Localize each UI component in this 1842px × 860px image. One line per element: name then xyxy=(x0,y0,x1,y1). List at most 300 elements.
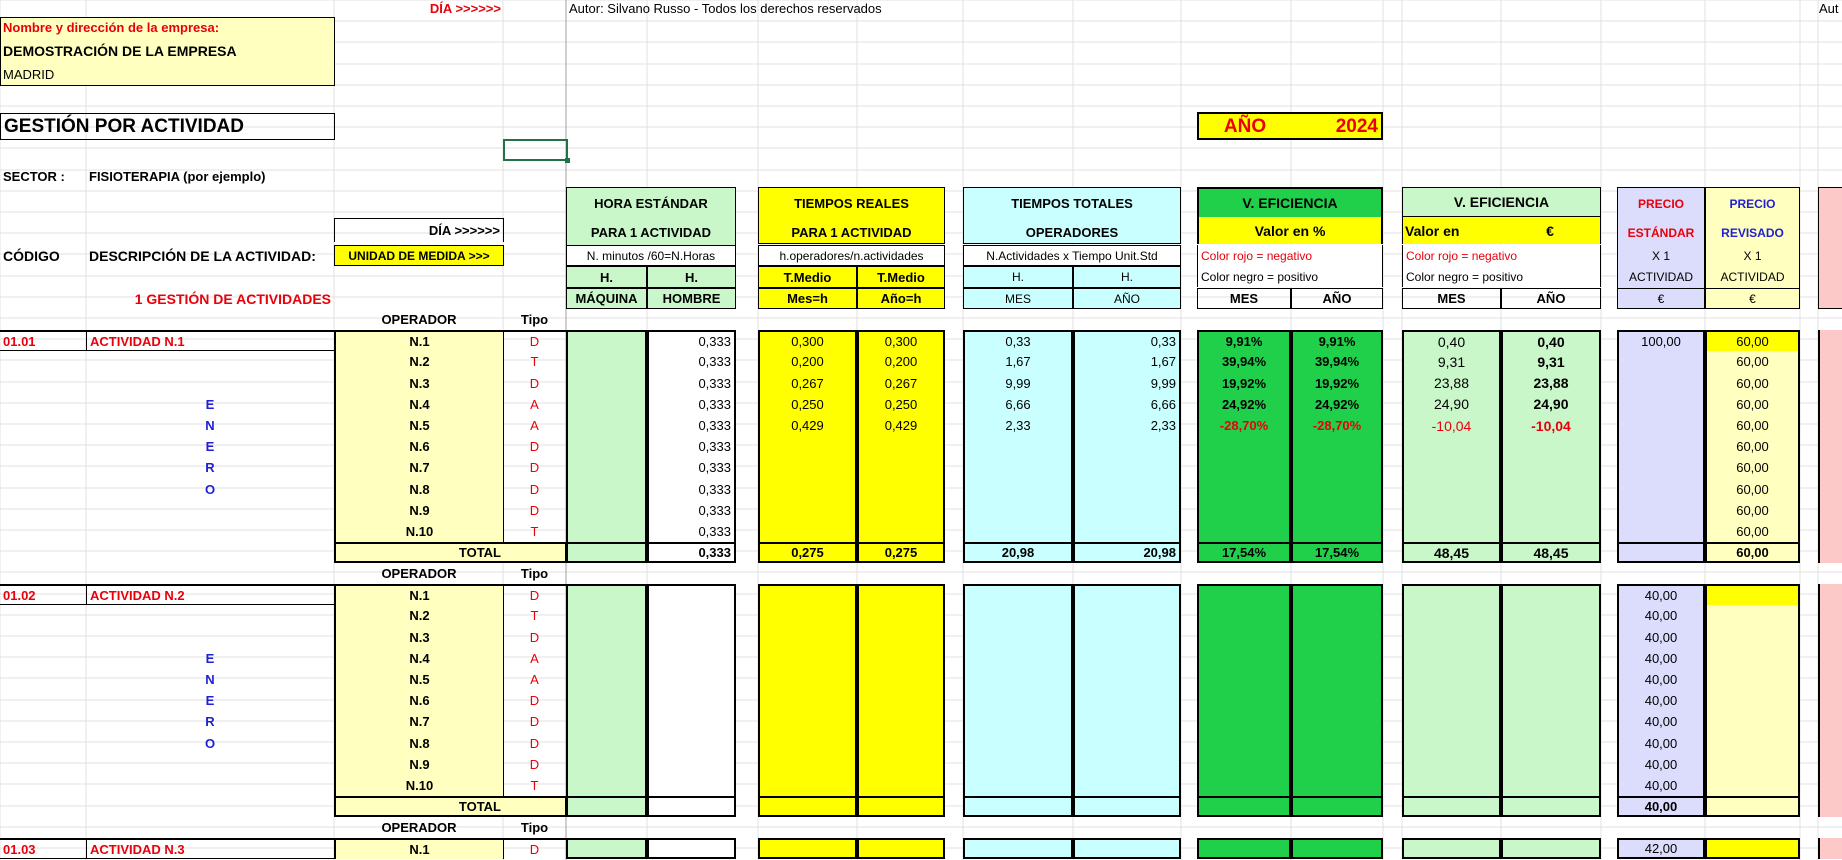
data-cell-tmm[interactable] xyxy=(758,648,857,669)
data-cell-tmm[interactable] xyxy=(758,754,857,775)
data-cell-tmm[interactable] xyxy=(758,733,857,754)
data-cell-eem[interactable] xyxy=(1402,648,1501,669)
data-cell-ttm[interactable] xyxy=(963,733,1073,754)
data-cell-hm[interactable] xyxy=(566,775,647,796)
tipo-cell[interactable]: D xyxy=(529,714,540,730)
data-cell-tmm[interactable] xyxy=(758,605,857,626)
tipo-cell[interactable]: A xyxy=(530,418,539,434)
data-cell-epa[interactable] xyxy=(1291,711,1383,732)
data-cell-eem[interactable] xyxy=(1402,521,1501,542)
tipo-cell[interactable]: D xyxy=(503,584,566,605)
total-cell-tmm[interactable]: 0,275 xyxy=(758,542,857,563)
data-cell-tmm[interactable] xyxy=(758,457,857,478)
data-cell-epa[interactable] xyxy=(1291,754,1383,775)
operator-cell[interactable]: N.8 xyxy=(334,479,504,500)
tipo-cell[interactable]: D xyxy=(529,502,540,518)
total-cell-eem[interactable] xyxy=(1402,796,1501,817)
data-cell-tta[interactable] xyxy=(1073,436,1181,457)
data-cell-tta[interactable]: 9,99 xyxy=(1073,373,1181,394)
data-cell-ttm[interactable] xyxy=(963,479,1073,500)
data-cell-pr[interactable]: 60,00 xyxy=(1705,500,1800,521)
data-cell-eem[interactable] xyxy=(1402,584,1501,605)
data-cell-epa[interactable]: 39,94% xyxy=(1291,351,1383,372)
operator-cell[interactable]: N.6 xyxy=(334,690,504,711)
data-cell-tta[interactable] xyxy=(1073,584,1181,605)
data-cell-tmm[interactable] xyxy=(758,584,857,605)
data-cell-hm[interactable] xyxy=(566,457,647,478)
data-cell-epm[interactable] xyxy=(1197,775,1291,796)
operator-cell[interactable]: N.3 xyxy=(334,627,504,648)
data-cell-epm[interactable]: 24,92% xyxy=(1197,394,1291,415)
data-cell-tmm[interactable] xyxy=(758,669,857,690)
data-cell-tma[interactable] xyxy=(857,457,945,478)
data-cell-pr[interactable]: 60,00 xyxy=(1705,479,1800,500)
data-cell-hh[interactable] xyxy=(647,584,736,605)
data-cell-tmm[interactable] xyxy=(758,479,857,500)
data-cell-hh[interactable] xyxy=(647,669,736,690)
data-cell-eem[interactable] xyxy=(1402,733,1501,754)
data-cell-tmm[interactable] xyxy=(758,838,857,859)
data-cell-eem[interactable] xyxy=(1402,838,1501,859)
data-cell-epa[interactable] xyxy=(1291,479,1383,500)
data-cell-hh[interactable] xyxy=(647,775,736,796)
total-cell-epm[interactable]: 17,54% xyxy=(1197,542,1291,563)
data-cell-eea[interactable] xyxy=(1501,648,1601,669)
company-city[interactable]: MADRID xyxy=(3,66,55,82)
data-cell-hm[interactable] xyxy=(566,351,647,372)
data-cell-ttm[interactable]: 9,99 xyxy=(963,373,1073,394)
operator-cell[interactable]: N.1 xyxy=(334,838,504,859)
data-cell-pr[interactable] xyxy=(1705,775,1800,796)
sector-value[interactable]: FISIOTERAPIA (por ejemplo) xyxy=(89,168,266,184)
total-cell-tmm[interactable] xyxy=(758,796,857,817)
total-cell-eea[interactable] xyxy=(1501,796,1601,817)
data-cell-tmm[interactable]: 0,267 xyxy=(758,373,857,394)
data-cell-tta[interactable] xyxy=(1073,775,1181,796)
tipo-cell[interactable]: T xyxy=(530,778,539,794)
data-cell-epa[interactable] xyxy=(1291,500,1383,521)
data-cell-epm[interactable]: 19,92% xyxy=(1197,373,1291,394)
total-cell-epm[interactable] xyxy=(1197,796,1291,817)
data-cell-ps[interactable]: 42,00 xyxy=(1617,838,1705,859)
data-cell-pr[interactable]: 60,00 xyxy=(1705,436,1800,457)
data-cell-hh[interactable]: 0,333 xyxy=(647,351,736,372)
data-cell-eea[interactable] xyxy=(1501,627,1601,648)
data-cell-eea[interactable] xyxy=(1501,690,1601,711)
data-cell-ps[interactable] xyxy=(1617,415,1705,436)
data-cell-pr[interactable] xyxy=(1705,711,1800,732)
data-cell-hm[interactable] xyxy=(566,584,647,605)
data-cell-hh[interactable] xyxy=(647,711,736,732)
operator-cell[interactable]: N.3 xyxy=(334,373,504,394)
data-cell-hm[interactable] xyxy=(566,690,647,711)
data-cell-hh[interactable]: 0,333 xyxy=(647,415,736,436)
data-cell-ttm[interactable] xyxy=(963,605,1073,626)
data-cell-hh[interactable] xyxy=(647,838,736,859)
data-cell-pr[interactable] xyxy=(1705,838,1800,859)
data-cell-ttm[interactable]: 0,33 xyxy=(963,330,1073,351)
tipo-cell[interactable]: D xyxy=(503,838,566,859)
data-cell-tmm[interactable] xyxy=(758,627,857,648)
tipo-cell[interactable]: T xyxy=(530,524,539,540)
operator-cell[interactable]: N.4 xyxy=(334,648,504,669)
data-cell-ttm[interactable] xyxy=(963,775,1073,796)
total-cell-eea[interactable]: 48,45 xyxy=(1501,542,1601,563)
data-cell-hh[interactable]: 0,333 xyxy=(647,500,736,521)
data-cell-eea[interactable]: 9,31 xyxy=(1501,351,1601,372)
total-cell-eem[interactable]: 48,45 xyxy=(1402,542,1501,563)
data-cell-tta[interactable]: 1,67 xyxy=(1073,351,1181,372)
data-cell-tta[interactable] xyxy=(1073,711,1181,732)
data-cell-tmm[interactable]: 0,250 xyxy=(758,394,857,415)
data-cell-eem[interactable] xyxy=(1402,457,1501,478)
data-cell-tmm[interactable]: 0,200 xyxy=(758,351,857,372)
data-cell-eem[interactable] xyxy=(1402,605,1501,626)
data-cell-ps[interactable]: 40,00 xyxy=(1617,627,1705,648)
data-cell-epa[interactable]: 9,91% xyxy=(1291,330,1383,351)
data-cell-hm[interactable] xyxy=(566,627,647,648)
data-cell-ttm[interactable] xyxy=(963,521,1073,542)
data-cell-epm[interactable] xyxy=(1197,733,1291,754)
data-cell-hm[interactable] xyxy=(566,648,647,669)
data-cell-eem[interactable] xyxy=(1402,627,1501,648)
data-cell-eem[interactable] xyxy=(1402,690,1501,711)
data-cell-hm[interactable] xyxy=(566,436,647,457)
data-cell-hh[interactable]: 0,333 xyxy=(647,521,736,542)
operator-cell[interactable]: N.1 xyxy=(334,584,504,605)
fill-handle[interactable] xyxy=(565,158,570,163)
data-cell-eea[interactable]: 0,40 xyxy=(1501,330,1601,351)
data-cell-pr[interactable]: 60,00 xyxy=(1705,330,1800,351)
operator-cell[interactable]: N.9 xyxy=(334,500,504,521)
data-cell-eea[interactable] xyxy=(1501,584,1601,605)
data-cell-eem[interactable] xyxy=(1402,500,1501,521)
operator-cell[interactable]: N.1 xyxy=(334,330,504,351)
data-cell-tta[interactable] xyxy=(1073,457,1181,478)
data-cell-epa[interactable]: 24,92% xyxy=(1291,394,1383,415)
data-cell-tmm[interactable] xyxy=(758,521,857,542)
data-cell-tmm[interactable] xyxy=(758,690,857,711)
data-cell-eea[interactable]: -10,04 xyxy=(1501,415,1601,436)
data-cell-pr[interactable]: 60,00 xyxy=(1705,394,1800,415)
data-cell-epm[interactable] xyxy=(1197,711,1291,732)
total-cell-epa[interactable]: 17,54% xyxy=(1291,542,1383,563)
total-cell-hh[interactable]: 0,333 xyxy=(647,542,736,563)
data-cell-ps[interactable] xyxy=(1617,500,1705,521)
data-cell-tta[interactable] xyxy=(1073,648,1181,669)
total-cell-ttm[interactable]: 20,98 xyxy=(963,542,1073,563)
data-cell-hm[interactable] xyxy=(566,521,647,542)
data-cell-eea[interactable] xyxy=(1501,775,1601,796)
data-cell-ttm[interactable]: 6,66 xyxy=(963,394,1073,415)
data-cell-hh[interactable]: 0,333 xyxy=(647,373,736,394)
data-cell-pr[interactable]: 60,00 xyxy=(1705,415,1800,436)
operator-cell[interactable]: N.2 xyxy=(334,605,504,626)
data-cell-ttm[interactable] xyxy=(963,754,1073,775)
data-cell-eem[interactable] xyxy=(1402,754,1501,775)
data-cell-epa[interactable] xyxy=(1291,775,1383,796)
data-cell-pr[interactable]: 60,00 xyxy=(1705,521,1800,542)
data-cell-eem[interactable]: 0,40 xyxy=(1402,330,1501,351)
tipo-cell[interactable]: D xyxy=(529,439,540,455)
data-cell-ps[interactable] xyxy=(1617,351,1705,372)
data-cell-epa[interactable] xyxy=(1291,627,1383,648)
operator-cell[interactable]: N.7 xyxy=(334,711,504,732)
data-cell-eea[interactable]: 24,90 xyxy=(1501,394,1601,415)
activity-code[interactable]: 01.03 xyxy=(0,838,86,859)
operator-cell[interactable]: N.5 xyxy=(334,669,504,690)
tipo-cell[interactable]: A xyxy=(530,672,539,688)
data-cell-ttm[interactable]: 1,67 xyxy=(963,351,1073,372)
data-cell-ps[interactable] xyxy=(1617,373,1705,394)
tipo-cell[interactable]: A xyxy=(530,396,539,412)
data-cell-eem[interactable] xyxy=(1402,775,1501,796)
data-cell-pr[interactable] xyxy=(1705,754,1800,775)
data-cell-ps[interactable] xyxy=(1617,457,1705,478)
data-cell-epm[interactable]: 39,94% xyxy=(1197,351,1291,372)
data-cell-pr[interactable] xyxy=(1705,669,1800,690)
data-cell-pr[interactable] xyxy=(1705,627,1800,648)
data-cell-eea[interactable] xyxy=(1501,479,1601,500)
data-cell-pr[interactable]: 60,00 xyxy=(1705,457,1800,478)
data-cell-hh[interactable] xyxy=(647,627,736,648)
data-cell-eea[interactable]: 23,88 xyxy=(1501,373,1601,394)
data-cell-hh[interactable]: 0,333 xyxy=(647,457,736,478)
data-cell-ttm[interactable] xyxy=(963,584,1073,605)
data-cell-tma[interactable] xyxy=(857,754,945,775)
data-cell-hm[interactable] xyxy=(566,394,647,415)
data-cell-ps[interactable]: 40,00 xyxy=(1617,648,1705,669)
total-cell-ps[interactable] xyxy=(1617,542,1705,563)
data-cell-epm[interactable] xyxy=(1197,479,1291,500)
tipo-cell[interactable]: D xyxy=(529,693,540,709)
data-cell-tma[interactable] xyxy=(857,775,945,796)
data-cell-eea[interactable] xyxy=(1501,838,1601,859)
data-cell-hh[interactable]: 0,333 xyxy=(647,394,736,415)
tipo-cell[interactable]: D xyxy=(503,330,566,351)
data-cell-eea[interactable] xyxy=(1501,754,1601,775)
data-cell-ps[interactable]: 40,00 xyxy=(1617,690,1705,711)
data-cell-ttm[interactable] xyxy=(963,627,1073,648)
total-cell-hm[interactable] xyxy=(566,542,647,563)
data-cell-pr[interactable]: 60,00 xyxy=(1705,373,1800,394)
data-cell-tma[interactable] xyxy=(857,627,945,648)
data-cell-eem[interactable]: 23,88 xyxy=(1402,373,1501,394)
data-cell-epm[interactable] xyxy=(1197,521,1291,542)
data-cell-eem[interactable]: 9,31 xyxy=(1402,351,1501,372)
data-cell-hm[interactable] xyxy=(566,838,647,859)
data-cell-hh[interactable]: 0,333 xyxy=(647,436,736,457)
total-cell-epa[interactable] xyxy=(1291,796,1383,817)
data-cell-tmm[interactable] xyxy=(758,500,857,521)
data-cell-pr[interactable] xyxy=(1705,584,1800,605)
data-cell-tta[interactable]: 0,33 xyxy=(1073,330,1181,351)
data-cell-ps[interactable]: 40,00 xyxy=(1617,754,1705,775)
data-cell-tma[interactable]: 0,300 xyxy=(857,330,945,351)
data-cell-epm[interactable] xyxy=(1197,754,1291,775)
data-cell-tta[interactable] xyxy=(1073,500,1181,521)
data-cell-tma[interactable] xyxy=(857,733,945,754)
data-cell-ttm[interactable]: 2,33 xyxy=(963,415,1073,436)
tipo-cell[interactable]: D xyxy=(529,735,540,751)
data-cell-epm[interactable] xyxy=(1197,838,1291,859)
data-cell-eea[interactable] xyxy=(1501,669,1601,690)
data-cell-tma[interactable]: 0,429 xyxy=(857,415,945,436)
data-cell-pr[interactable] xyxy=(1705,648,1800,669)
data-cell-epm[interactable] xyxy=(1197,669,1291,690)
data-cell-tmm[interactable] xyxy=(758,711,857,732)
data-cell-eea[interactable] xyxy=(1501,457,1601,478)
data-cell-tma[interactable] xyxy=(857,690,945,711)
data-cell-eea[interactable] xyxy=(1501,605,1601,626)
tipo-cell[interactable]: T xyxy=(530,354,539,370)
company-name[interactable]: DEMOSTRACIÓN DE LA EMPRESA xyxy=(3,43,237,59)
data-cell-ttm[interactable] xyxy=(963,457,1073,478)
total-cell-pr[interactable] xyxy=(1705,796,1800,817)
data-cell-tma[interactable] xyxy=(857,669,945,690)
data-cell-ps[interactable] xyxy=(1617,436,1705,457)
data-cell-tma[interactable] xyxy=(857,838,945,859)
data-cell-hh[interactable]: 0,333 xyxy=(647,479,736,500)
operator-cell[interactable]: N.4 xyxy=(334,394,504,415)
data-cell-tma[interactable] xyxy=(857,479,945,500)
data-cell-tmm[interactable]: 0,429 xyxy=(758,415,857,436)
data-cell-tta[interactable] xyxy=(1073,754,1181,775)
data-cell-tta[interactable]: 6,66 xyxy=(1073,394,1181,415)
activity-name[interactable]: ACTIVIDAD N.2 xyxy=(86,584,334,605)
data-cell-hm[interactable] xyxy=(566,754,647,775)
data-cell-ps[interactable] xyxy=(1617,479,1705,500)
data-cell-epm[interactable]: 9,91% xyxy=(1197,330,1291,351)
data-cell-epa[interactable] xyxy=(1291,838,1383,859)
selected-cell[interactable] xyxy=(503,139,568,161)
data-cell-eem[interactable]: 24,90 xyxy=(1402,394,1501,415)
operator-cell[interactable]: N.5 xyxy=(334,415,504,436)
data-cell-hm[interactable] xyxy=(566,711,647,732)
data-cell-tma[interactable] xyxy=(857,500,945,521)
data-cell-epm[interactable] xyxy=(1197,627,1291,648)
data-cell-eem[interactable] xyxy=(1402,669,1501,690)
data-cell-ttm[interactable] xyxy=(963,436,1073,457)
data-cell-epm[interactable]: -28,70% xyxy=(1197,415,1291,436)
data-cell-eea[interactable] xyxy=(1501,521,1601,542)
data-cell-tma[interactable] xyxy=(857,436,945,457)
data-cell-tmm[interactable] xyxy=(758,775,857,796)
data-cell-ps[interactable] xyxy=(1617,521,1705,542)
data-cell-ttm[interactable] xyxy=(963,838,1073,859)
data-cell-hm[interactable] xyxy=(566,415,647,436)
activity-code[interactable]: 01.01 xyxy=(0,330,86,351)
data-cell-ps[interactable]: 100,00 xyxy=(1617,330,1705,351)
operator-cell[interactable]: N.8 xyxy=(334,733,504,754)
data-cell-ttm[interactable] xyxy=(963,690,1073,711)
data-cell-epa[interactable] xyxy=(1291,648,1383,669)
total-cell-tta[interactable] xyxy=(1073,796,1181,817)
data-cell-hm[interactable] xyxy=(566,330,647,351)
data-cell-tta[interactable] xyxy=(1073,669,1181,690)
tipo-cell[interactable]: A xyxy=(530,650,539,666)
data-cell-ps[interactable] xyxy=(1617,394,1705,415)
data-cell-tma[interactable]: 0,267 xyxy=(857,373,945,394)
total-cell-hm[interactable] xyxy=(566,796,647,817)
data-cell-eem[interactable] xyxy=(1402,436,1501,457)
data-cell-tta[interactable] xyxy=(1073,479,1181,500)
data-cell-tta[interactable] xyxy=(1073,838,1181,859)
data-cell-tta[interactable] xyxy=(1073,690,1181,711)
data-cell-pr[interactable] xyxy=(1705,605,1800,626)
data-cell-ttm[interactable] xyxy=(963,648,1073,669)
data-cell-tma[interactable]: 0,200 xyxy=(857,351,945,372)
data-cell-pr[interactable] xyxy=(1705,690,1800,711)
data-cell-tma[interactable] xyxy=(857,521,945,542)
data-cell-ttm[interactable] xyxy=(963,711,1073,732)
data-cell-eem[interactable] xyxy=(1402,479,1501,500)
data-cell-hh[interactable] xyxy=(647,754,736,775)
data-cell-tta[interactable]: 2,33 xyxy=(1073,415,1181,436)
data-cell-tta[interactable] xyxy=(1073,521,1181,542)
operator-cell[interactable]: N.7 xyxy=(334,457,504,478)
data-cell-hh[interactable] xyxy=(647,690,736,711)
total-cell-pr[interactable]: 60,00 xyxy=(1705,542,1800,563)
operator-cell[interactable]: N.6 xyxy=(334,436,504,457)
data-cell-hh[interactable] xyxy=(647,733,736,754)
data-cell-epa[interactable]: -28,70% xyxy=(1291,415,1383,436)
data-cell-epa[interactable] xyxy=(1291,690,1383,711)
total-cell-ps[interactable]: 40,00 xyxy=(1617,796,1705,817)
data-cell-eea[interactable] xyxy=(1501,711,1601,732)
data-cell-epa[interactable] xyxy=(1291,457,1383,478)
data-cell-epm[interactable] xyxy=(1197,605,1291,626)
data-cell-tta[interactable] xyxy=(1073,627,1181,648)
data-cell-tmm[interactable] xyxy=(758,436,857,457)
data-cell-hh[interactable] xyxy=(647,605,736,626)
data-cell-epm[interactable] xyxy=(1197,690,1291,711)
data-cell-epa[interactable] xyxy=(1291,584,1383,605)
data-cell-epa[interactable] xyxy=(1291,733,1383,754)
data-cell-pr[interactable] xyxy=(1705,733,1800,754)
data-cell-epa[interactable] xyxy=(1291,436,1383,457)
total-cell-hh[interactable] xyxy=(647,796,736,817)
data-cell-eea[interactable] xyxy=(1501,500,1601,521)
data-cell-hm[interactable] xyxy=(566,733,647,754)
data-cell-eea[interactable] xyxy=(1501,436,1601,457)
activity-name[interactable]: ACTIVIDAD N.3 xyxy=(86,838,334,859)
data-cell-tta[interactable] xyxy=(1073,733,1181,754)
data-cell-tma[interactable] xyxy=(857,711,945,732)
year-value[interactable]: 2024 xyxy=(1291,112,1383,140)
operator-cell[interactable]: N.2 xyxy=(334,351,504,372)
data-cell-epm[interactable] xyxy=(1197,436,1291,457)
data-cell-tma[interactable] xyxy=(857,648,945,669)
data-cell-tta[interactable] xyxy=(1073,605,1181,626)
total-cell-tta[interactable]: 20,98 xyxy=(1073,542,1181,563)
data-cell-hm[interactable] xyxy=(566,605,647,626)
data-cell-epa[interactable]: 19,92% xyxy=(1291,373,1383,394)
data-cell-hh[interactable]: 0,333 xyxy=(647,330,736,351)
data-cell-hm[interactable] xyxy=(566,669,647,690)
data-cell-epm[interactable] xyxy=(1197,500,1291,521)
total-cell-tma[interactable]: 0,275 xyxy=(857,542,945,563)
total-cell-ttm[interactable] xyxy=(963,796,1073,817)
operator-cell[interactable]: N.9 xyxy=(334,754,504,775)
data-cell-ttm[interactable] xyxy=(963,669,1073,690)
data-cell-ps[interactable]: 40,00 xyxy=(1617,775,1705,796)
data-cell-hm[interactable] xyxy=(566,500,647,521)
data-cell-epm[interactable] xyxy=(1197,584,1291,605)
data-cell-epa[interactable] xyxy=(1291,669,1383,690)
data-cell-tma[interactable] xyxy=(857,584,945,605)
tipo-cell[interactable]: D xyxy=(529,460,540,476)
